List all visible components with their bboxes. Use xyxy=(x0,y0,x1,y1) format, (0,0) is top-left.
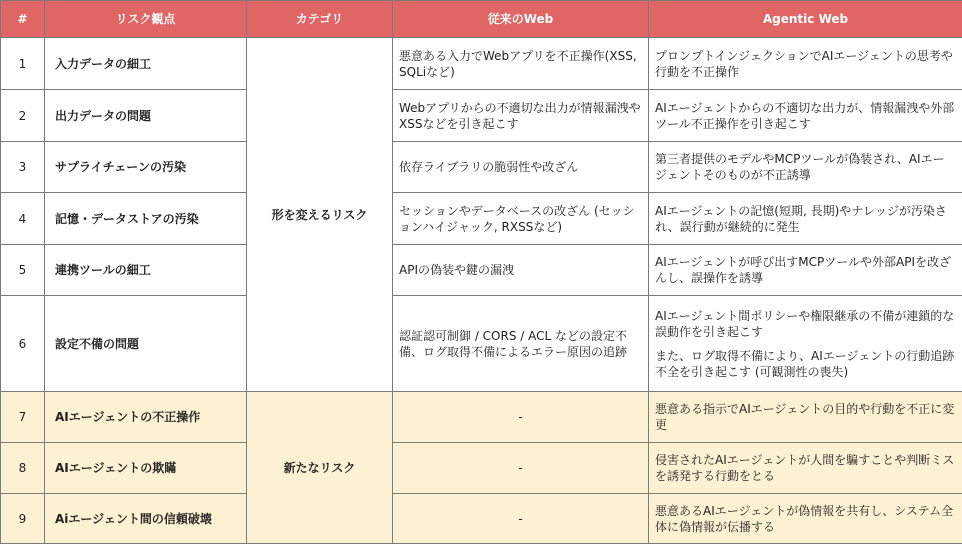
agentic-web-cell: AIエージェントの記憶(短期, 長期)やナレッジが汚染され、誤行動が継続的に発生 xyxy=(649,193,962,245)
table-row xyxy=(1,38,962,90)
row-number: 1 xyxy=(1,38,45,90)
table-row xyxy=(1,494,962,544)
risk-name: 入力データの細工 xyxy=(45,38,247,90)
traditional-web-cell: Webアプリからの不適切な出力が情報漏洩やXSSなどを引き起こす xyxy=(393,90,649,142)
row-number: 5 xyxy=(1,245,45,296)
traditional-web-cell: 認証認可制御 / CORS / ACL などの設定不備、ログ取得不備によるエラー原因の追跡 xyxy=(393,296,649,392)
risk-name: Aiエージェント間の信頼破壊 xyxy=(45,494,247,544)
risk-name: 連携ツールの細工 xyxy=(45,245,247,296)
risk-name: 記憶・データストアの汚染 xyxy=(45,193,247,245)
row-number: 9 xyxy=(1,494,45,544)
table-row xyxy=(1,142,962,193)
agentic-web-cell: プロンプトインジェクションでAIエージェントの思考や行動を不正操作 xyxy=(649,38,962,90)
row-number: 2 xyxy=(1,90,45,142)
agentic-web-text-extra: また、ログ取得不備により、AIエージェントの行動追跡不全を引き起こす (可観測性の喪失) xyxy=(655,348,956,380)
table-row xyxy=(1,245,962,296)
traditional-web-cell: APIの偽装や鍵の漏洩 xyxy=(393,245,649,296)
traditional-web-cell: - xyxy=(393,443,649,494)
agentic-web-cell: 第三者提供のモデルやMCPツールが偽装され、AIエージェントそのものが不正誘導 xyxy=(649,142,962,193)
table-row xyxy=(1,296,962,392)
row-number: 4 xyxy=(1,193,45,245)
category-shape-changing: 形を変えるリスク xyxy=(247,38,393,392)
header-traditional-web: 従来のWeb xyxy=(393,1,649,38)
row-number: 3 xyxy=(1,142,45,193)
row-number: 8 xyxy=(1,443,45,494)
traditional-web-cell: セッションやデータベースの改ざん (セッションハイジャック, RXSSなど) xyxy=(393,193,649,245)
traditional-web-cell: 悪意ある入力でWebアプリを不正操作(XSS, SQLiなど) xyxy=(393,38,649,90)
header-number: # xyxy=(1,1,45,38)
traditional-web-cell: - xyxy=(393,494,649,544)
table-row xyxy=(1,392,962,443)
agentic-web-cell: 悪意ある指示でAIエージェントの目的や行動を不正に変更 xyxy=(649,392,962,443)
header-agentic-web: Agentic Web xyxy=(649,1,962,38)
table-row xyxy=(1,193,962,245)
agentic-web-cell: AIエージェントが呼び出すMCPツールや外部APIを改ざんし、誤操作を誘導 xyxy=(649,245,962,296)
risk-name: 出力データの問題 xyxy=(45,90,247,142)
risk-name: 設定不備の問題 xyxy=(45,296,247,392)
header-risk: リスク観点 xyxy=(45,1,247,38)
header-category: カテゴリ xyxy=(247,1,393,38)
agentic-web-cell xyxy=(649,296,962,392)
row-number: 6 xyxy=(1,296,45,392)
risk-name: AIエージェントの不正操作 xyxy=(45,392,247,443)
table-header-row xyxy=(1,1,962,38)
traditional-web-cell: - xyxy=(393,392,649,443)
table-row xyxy=(1,90,962,142)
traditional-web-cell: 依存ライブラリの脆弱性や改ざん xyxy=(393,142,649,193)
row-number: 7 xyxy=(1,392,45,443)
category-new: 新たなリスク xyxy=(247,392,393,544)
agentic-web-cell: 侵害されたAIエージェントが人間を騙すことや判断ミスを誘発する行動をとる xyxy=(649,443,962,494)
paragraph-gap xyxy=(655,340,956,348)
agentic-web-cell: 悪意あるAIエージェントが偽情報を共有し、システム全体に偽情報が伝播する xyxy=(649,494,962,544)
risk-name: サプライチェーンの汚染 xyxy=(45,142,247,193)
risk-name: AIエージェントの欺瞞 xyxy=(45,443,247,494)
agentic-web-cell: AIエージェントからの不適切な出力が、情報漏洩や外部ツール不正操作を引き起こす xyxy=(649,90,962,142)
agentic-web-text: AIエージェント間ポリシーや権限継承の不備が連鎖的な誤動作を引き起こす xyxy=(655,308,956,340)
table-row xyxy=(1,443,962,494)
